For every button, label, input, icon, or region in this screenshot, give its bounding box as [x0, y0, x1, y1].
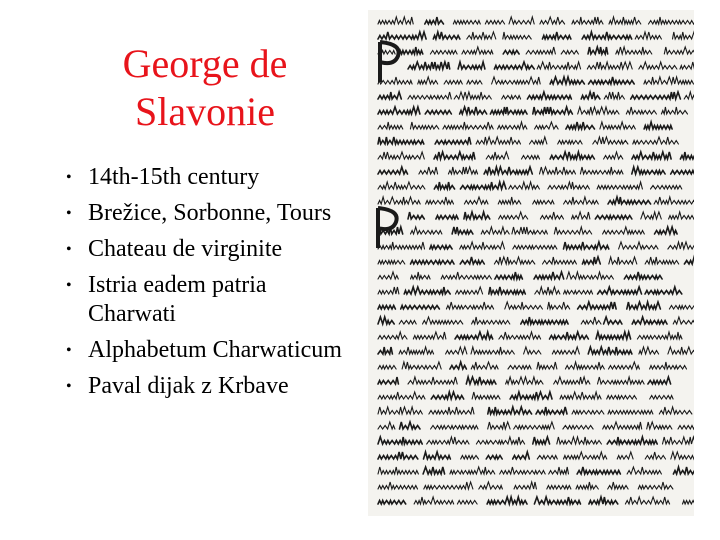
handwriting-word: [671, 171, 694, 175]
handwriting-word: [425, 111, 451, 115]
handwriting-word: [430, 51, 457, 55]
handwriting-word: [434, 182, 454, 189]
handwriting-word: [414, 497, 454, 504]
handwriting-word: [455, 332, 493, 339]
handwriting-word: [604, 92, 624, 99]
handwriting-word: [572, 212, 590, 219]
handwriting-word: [673, 467, 694, 474]
handwriting-word: [378, 347, 392, 354]
bullet-item: • Brežice, Sorbonne, Tours: [66, 200, 332, 226]
handwriting-strokes: [378, 17, 694, 504]
handwriting-word: [419, 167, 438, 174]
handwriting-word: [540, 212, 563, 219]
handwriting-word: [616, 47, 652, 54]
handwriting-word: [648, 377, 671, 384]
handwriting-word: [448, 167, 477, 174]
handwriting-word: [452, 227, 473, 234]
handwriting-word: [378, 501, 406, 505]
handwriting-word: [408, 212, 424, 219]
handwriting-word: [537, 456, 557, 460]
handwriting-word: [378, 17, 413, 24]
handwriting-word: [596, 332, 631, 339]
handwriting-word: [378, 152, 424, 159]
handwriting-word: [467, 32, 496, 39]
handwriting-word: [378, 317, 394, 324]
handwriting-word: [499, 212, 528, 219]
handwriting-word: [641, 212, 662, 219]
handwriting-word: [431, 392, 464, 399]
handwriting-word: [524, 347, 541, 354]
handwriting-word: [644, 122, 672, 129]
handwriting-word: [460, 242, 505, 249]
handwriting-word: [512, 227, 548, 234]
handwriting-word: [552, 347, 579, 354]
handwriting-word: [498, 122, 527, 129]
handwriting-word: [581, 317, 601, 324]
handwriting-word: [505, 302, 543, 309]
handwriting-word: [462, 47, 493, 54]
handwriting-word: [647, 422, 672, 429]
handwriting-word: [424, 452, 451, 459]
handwriting-word: [554, 377, 590, 384]
handwriting-word: [411, 261, 455, 265]
handwriting-word: [588, 47, 608, 54]
handwriting-word: [671, 452, 694, 459]
handwriting-word: [534, 272, 564, 279]
handwriting-word: [668, 347, 694, 354]
handwriting-word: [566, 122, 595, 129]
handwriting-word: [680, 152, 694, 159]
handwriting-word: [530, 137, 547, 144]
handwriting-word: [378, 422, 395, 429]
handwriting-word: [489, 287, 526, 294]
handwriting-word: [513, 452, 530, 459]
handwriting-word: [423, 317, 463, 324]
handwriting-word: [481, 227, 509, 234]
handwriting-word: [378, 261, 405, 265]
handwriting-word: [565, 362, 604, 369]
handwriting-word: [378, 122, 403, 129]
handwriting-word: [593, 137, 628, 144]
initial-letter: [378, 208, 397, 248]
handwriting-word: [378, 287, 399, 294]
handwriting-word: [684, 257, 694, 264]
handwriting-word: [669, 212, 694, 219]
handwriting-word: [476, 137, 520, 144]
handwriting-word: [617, 452, 633, 459]
handwriting-word: [472, 317, 510, 324]
handwriting-word: [490, 107, 527, 114]
handwriting-word: [402, 362, 441, 369]
handwriting-word: [460, 107, 487, 114]
bullet-item: • Istria eadem patria Charwati: [66, 272, 267, 327]
handwriting-word: [533, 437, 550, 444]
handwriting-word: [378, 452, 418, 459]
bullet-item: • Paval dijak z Krbave: [66, 373, 289, 399]
handwriting-word: [378, 242, 425, 249]
handwriting-word: [450, 467, 495, 474]
handwriting-word: [378, 272, 398, 279]
handwriting-word: [548, 182, 590, 189]
handwriting-word: [564, 197, 599, 204]
handwriting-word: [401, 306, 440, 310]
manuscript-image: [368, 10, 694, 516]
handwriting-word: [548, 302, 570, 309]
bullet-dot-icon: •: [66, 205, 72, 222]
handwriting-word: [513, 246, 557, 250]
handwriting-word: [680, 62, 694, 69]
handwriting-word: [535, 122, 559, 129]
handwriting-word: [609, 257, 637, 264]
handwriting-word: [649, 17, 695, 24]
handwriting-word: [500, 467, 546, 474]
handwriting-word: [411, 227, 442, 234]
handwriting-word: [378, 77, 412, 84]
handwriting-word: [435, 137, 471, 144]
handwriting-word: [537, 62, 581, 69]
bullet-dot-icon: •: [66, 241, 72, 258]
bullet-item: • 14th-15th century: [66, 164, 260, 190]
handwriting-word: [460, 182, 506, 189]
handwriting-word: [472, 392, 500, 399]
handwriting-word: [378, 32, 426, 39]
handwriting-word: [413, 332, 446, 339]
handwriting-word: [626, 107, 656, 114]
handwriting-word: [609, 17, 641, 24]
handwriting-word: [567, 272, 614, 279]
handwriting-word: [578, 302, 617, 309]
handwriting-word: [434, 152, 475, 159]
handwriting-word: [644, 77, 694, 84]
handwriting-word: [533, 107, 573, 114]
handwriting-word: [683, 497, 695, 504]
handwriting-word: [467, 81, 482, 85]
handwriting-word: [633, 137, 679, 144]
handwriting-word: [624, 272, 662, 279]
handwriting-word: [589, 77, 635, 84]
title-line-2: Slavonie: [135, 89, 275, 134]
handwriting-word: [650, 362, 687, 369]
handwriting-word: [572, 411, 604, 415]
handwriting-word: [458, 62, 485, 69]
handwriting-word: [684, 92, 694, 99]
handwriting-word: [549, 467, 569, 474]
slide-title: [60, 40, 350, 136]
handwriting-word: [604, 317, 622, 324]
handwriting-word: [378, 92, 401, 99]
handwriting-word: [510, 392, 552, 399]
handwriting-word: [663, 437, 695, 444]
handwriting-word: [494, 62, 534, 69]
handwriting-word: [444, 81, 462, 85]
handwriting-word: [408, 377, 457, 384]
handwriting-word: [600, 122, 635, 129]
handwriting-word: [460, 257, 484, 264]
handwriting-word: [608, 482, 628, 489]
handwriting-word: [514, 482, 536, 489]
handwriting-word: [608, 411, 653, 415]
handwriting-word: [554, 227, 591, 234]
handwriting-word: [540, 17, 565, 24]
handwriting-word: [564, 452, 607, 459]
handwriting-word: [499, 332, 541, 339]
handwriting-word: [446, 347, 467, 354]
handwriting-word: [485, 21, 504, 25]
bullet-item: • Chateau de virginite: [66, 236, 283, 262]
handwriting-word: [536, 407, 567, 414]
handwriting-word: [399, 347, 434, 354]
handwriting-word: [503, 51, 519, 55]
handwriting-word: [576, 482, 598, 489]
handwriting-word: [578, 107, 619, 114]
handwriting-word: [498, 197, 521, 204]
handwriting-word: [471, 362, 498, 369]
handwriting-word: [404, 287, 450, 294]
handwriting-word: [582, 257, 600, 264]
handwriting-word: [443, 122, 493, 129]
handwriting-word: [598, 287, 642, 294]
handwriting-word: [378, 407, 422, 414]
handwriting-word: [577, 467, 620, 474]
handwriting-word: [408, 92, 451, 99]
handwriting-word: [535, 287, 560, 294]
handwriting-word: [597, 182, 642, 189]
handwriting-word: [450, 362, 467, 369]
handwriting-word: [457, 501, 477, 505]
handwriting-word: [526, 47, 555, 54]
handwriting-word: [572, 17, 603, 24]
handwriting-word: [509, 17, 534, 24]
handwriting-word: [486, 456, 502, 460]
handwriting-word: [503, 32, 531, 39]
handwriting-word: [603, 422, 642, 429]
handwriting-word: [471, 347, 514, 354]
handwriting-word: [429, 407, 474, 414]
handwriting-word: [550, 152, 594, 159]
handwriting-word: [550, 332, 589, 339]
handwriting-word: [632, 167, 665, 174]
bullet-dot-icon: •: [66, 277, 72, 294]
handwriting-word: [638, 482, 673, 489]
bullet-list: [64, 163, 344, 408]
handwriting-word: [441, 272, 491, 279]
handwriting-word: [423, 467, 445, 474]
handwriting-word: [581, 92, 600, 99]
handwriting-word: [589, 497, 618, 504]
handwriting-word: [488, 407, 532, 414]
handwriting-word: [410, 122, 438, 129]
handwriting-word: [424, 482, 473, 489]
handwriting-word: [378, 306, 395, 310]
handwriting-word: [378, 366, 396, 370]
handwriting-word: [527, 92, 571, 99]
handwriting-word: [418, 77, 438, 84]
handwriting-word: [639, 62, 677, 69]
handwriting-word: [509, 182, 540, 189]
handwriting-word: [557, 437, 602, 444]
handwriting-word: [609, 362, 640, 369]
handwriting-word: [564, 291, 593, 295]
handwriting-word: [488, 422, 510, 429]
handwriting-word: [645, 287, 682, 294]
handwriting-word: [619, 242, 658, 249]
handwriting-word: [627, 467, 661, 474]
handwriting-word: [587, 62, 632, 69]
handwriting-word: [446, 302, 493, 309]
handwriting-word: [464, 197, 488, 204]
handwriting-word: [637, 332, 682, 339]
handwriting-word: [542, 32, 571, 39]
handwriting-word: [487, 497, 527, 504]
handwriting-word: [456, 287, 483, 294]
handwriting-word: [426, 197, 454, 204]
handwriting-word: [635, 32, 661, 39]
handwriting-word: [608, 197, 651, 204]
handwriting-word: [494, 257, 534, 264]
handwriting-word: [607, 437, 657, 444]
handwriting-word: [378, 377, 398, 384]
handwriting-word: [645, 452, 665, 459]
handwriting-word: [378, 197, 420, 204]
handwriting-word: [664, 47, 694, 54]
handwriting-word: [431, 426, 478, 430]
handwriting-word: [558, 141, 582, 145]
handwriting-word: [534, 497, 580, 504]
handwriting-word: [655, 227, 678, 234]
handwriting-word: [506, 377, 543, 384]
initial-letter: [380, 42, 399, 82]
handwriting-word: [533, 201, 554, 205]
handwriting-word: [378, 332, 407, 339]
bullet-item: • Alphabetum Charwaticum: [66, 337, 342, 363]
handwriting-word: [495, 272, 523, 279]
handwriting-word: [631, 92, 681, 99]
handwriting-word: [632, 152, 671, 159]
handwriting-word: [632, 317, 667, 324]
handwriting-word: [540, 167, 576, 174]
handwriting-word: [543, 257, 577, 264]
handwriting-word: [627, 302, 661, 309]
handwriting-word: [378, 167, 408, 174]
handwriting-word: [651, 186, 682, 190]
handwriting-word: [678, 422, 694, 429]
handwriting-word: [484, 167, 532, 174]
handwriting-word: [580, 167, 623, 174]
handwriting-word: [502, 96, 521, 100]
handwriting-word: [669, 302, 694, 309]
handwriting-word: [492, 77, 541, 84]
handwriting-word: [427, 437, 469, 444]
handwriting-word: [464, 212, 490, 219]
handwriting-word: [639, 347, 659, 354]
handwriting-word: [563, 426, 593, 430]
handwriting-word: [661, 107, 687, 114]
handwriting-word: [433, 32, 460, 39]
bullet-dot-icon: •: [66, 169, 72, 186]
handwriting-word: [454, 92, 491, 99]
handwriting-word: [673, 32, 695, 39]
handwriting-word: [604, 152, 623, 159]
handwriting-word: [378, 137, 424, 144]
bullet-dot-icon: •: [66, 378, 72, 395]
handwriting-word: [560, 392, 601, 399]
handwriting-word: [453, 21, 480, 25]
handwriting-word: [650, 396, 673, 400]
handwriting-word: [598, 377, 645, 384]
handwriting-word: [522, 156, 540, 160]
handwriting-word: [508, 366, 531, 370]
handwriting-word: [479, 482, 503, 489]
title-line-1: George de: [122, 41, 288, 86]
handwriting-word: [430, 246, 452, 250]
handwriting-word: [514, 422, 555, 429]
handwriting-word: [537, 362, 557, 369]
handwriting-word: [378, 467, 418, 474]
handwriting-word: [461, 456, 479, 460]
handwriting-word: [425, 17, 444, 24]
handwriting-word: [411, 272, 431, 279]
manuscript-drawing: [368, 10, 694, 516]
handwriting-word: [668, 242, 694, 249]
handwriting-word: [595, 216, 632, 220]
handwriting-word: [378, 392, 425, 399]
handwriting-word: [561, 51, 578, 55]
handwriting-word: [400, 422, 421, 429]
bullet-dot-icon: •: [66, 342, 72, 359]
handwriting-word: [564, 242, 609, 249]
handwriting-word: [378, 482, 418, 489]
handwriting-word: [399, 47, 423, 54]
handwriting-word: [378, 182, 425, 189]
handwriting-word: [582, 32, 632, 39]
handwriting-word: [588, 347, 632, 354]
handwriting-word: [436, 216, 458, 220]
handwriting-word: [625, 497, 669, 504]
handwriting-word: [399, 321, 416, 325]
handwriting-word: [408, 62, 450, 69]
handwriting-word: [521, 317, 568, 324]
handwriting-word: [378, 107, 420, 114]
handwriting-word: [603, 227, 645, 234]
handwriting-word: [673, 317, 694, 324]
handwriting-word: [607, 396, 637, 400]
handwriting-word: [645, 257, 679, 264]
handwriting-word: [486, 152, 509, 159]
handwriting-word: [466, 377, 496, 384]
handwriting-word: [659, 407, 692, 414]
handwriting-word: [654, 197, 694, 204]
handwriting-word: [476, 437, 524, 444]
handwriting-word: [547, 486, 571, 490]
handwriting-word: [378, 437, 422, 444]
handwriting-word: [550, 77, 584, 84]
